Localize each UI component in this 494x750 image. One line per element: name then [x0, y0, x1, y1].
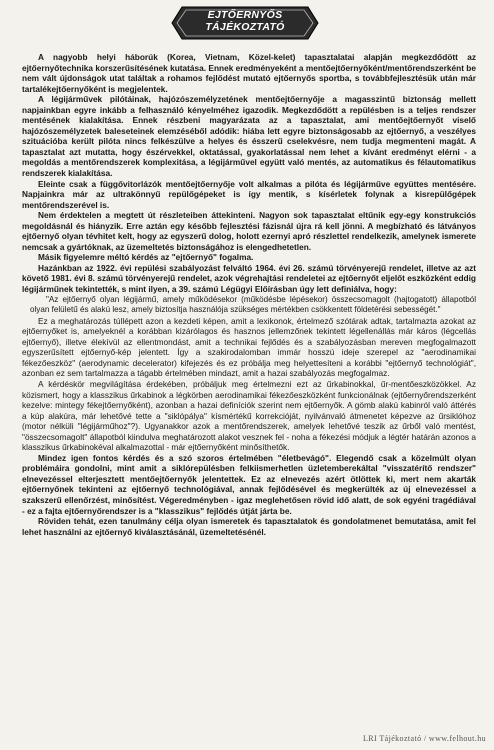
banner-title: [170, 9, 320, 33]
header: [0, 3, 494, 43]
paragraph: Eleinte csak a függővitorlázók mentőejtőernyője volt alkalmas a pilóta és légijárműve együttes mentésére. Napjainkra már az ultrakönnyű repülőgépeket is így mentik, s kísérletek folynak a kisrepülőgépek mentőrendszerével is.: [22, 178, 476, 210]
paragraph: A légijárművek pilótáinak, hajózószemélyzetének mentőejtőernyője a magasszintű biztonság mellett napjainkban egyre inkább a felhasználó kényelméhez igazodik. Megkezdődött a repülésben is a teljes rendszer mentésének kialakítása. Ennek részbeni magyarázata az a tapasztalat, ami mentőejtőernyőt viselő hajózószemélyzetek baleseteinek elemzéséből adódik: hiába lett egyre biztonságosabb az ejtőernyő, a veszélyes szituációba került pilóta nincs felkészülve a helyes és ésszerű cselekvésre, nem tudja megmenteni magát. A tapasztalat azt mutatta, hogy észérvekkel, oktatással, gyakorlatással nem lehet a kívánt eredményt elérni - a megoldás a mentőrendszerek komplexitása, a légijárművel együtt való mentés, az automatikus és félautomatikus rendszerek kialakítása.: [22, 94, 476, 179]
definition-quote: "Az ejtőernyő olyan légijármű, amely működésekor (működésbe lépésekor) összecsomagolt (hajtogatott) állapotból olyan felületű és alakú lesz, amely biztosítja használója szükséges mértékben csökkentett földetérési sebességét.": [30, 294, 476, 315]
paragraph: Másik figyelemre méltó kérdés az "ejtőernyő" fogalma.: [38, 252, 254, 263]
paragraph: Ez a meghatározás túllépett azon a kezdeti képen, amit a lexikonok, értelmező szótárak adtak, tartalmazta azokat az ejtőernyőket is, amelyeknél a korábban kizárólagos és hasznos jellemzőnek tekintett légellenállás már káros (légcellás ejtőernyő), illetve élekívül az ellentmondást, amit a technikai fejlődés és a szabályozásban mereven megfogalmazott egyszerűsített ejtőernyő-kép jelentett. Így a szakirodalomban immár hosszú ideje szerepel az "aerodinamikai fékezőeszköz" (aerodynamic decelerator) kifejezés és ez próbálja meg helyettesíteni a korábbi "ejtőernyő technológiát", azonban ez sem tartalmazza a tágabb értelmében mindazt, amit a hazai szabályozás megfogalmaz.: [22, 315, 476, 379]
section-banner: [170, 3, 320, 43]
paragraph: A kérdéskör megvilágítása érdekében, próbáljuk meg értelmezni ezt az űrkabinokkal, űr-mentőeszközökkel. Az közismert, hogy a klasszikus űrkabinok a légkörben aerodinamikai fékezőeszközként funkcionálnak (ejtőernyőrendszerként kezelve: mintegy fékejtőernyőként), azonban a hazai definíciók szerint nem ejtőernyők. A gömb alakú kabinról való áttérés a kúp alakúra, már lehetővé tette a "siklópálya" kísmértékű korrekcióját, nyilvánvaló átmenetet képezve az űrsiklóhoz (motor nélküli "légijárműhoz"?). Ugyanakkor azok a mentőrendszerek, amelyek lehetővé teszik az űrből való mentést, "összecsomagolt" állapotból kiindulva meghatározott alakot vesznek fel - noha a fékezési módjuk a légtér határán azonos a klasszikus űrkabinokéval alkalmazottal - már ejtőernyőként minősíthetők.: [22, 378, 476, 453]
paragraph: A nagyobb helyi háborúk (Korea, Vietnam, Közel-kelet) tapasztalatai alapján megkezdődött az ejtőernyőtechnika korszerűsítésének kutatása. Ennek eredményeként a mentőejtőernyőként/mentőrendszerként be nem vált újdonságok utat találtak a rohamos fejlődést mutató ejtőernyős sportba, s továbbfejlesztésük után már tartalékejtőernyőként is megjelentek.: [22, 52, 476, 94]
paragraph: Mindez igen fontos kérdés és a szó szoros értelmében "életbevágó". Elegendő csak a közelmúlt olyan problémáira gondolni, mint amit a siklórepülésben felkiismerhetlen üzletemberekáltal "visszatérítő rendszer" elnevezéssel elterjesztett mentőejtőernyők jelentettek. Ez az elnevezés azért ötlöttek ki, mert nem akarták ejtőernyőnek tekinteni az ejtőernyő technológiával, annak fejlődésével és megkerülték az új elnevezéssel a szakszerű ellenőrzést, minősítést. Végeredményben - igaz meglehetősen rövid idő alatt, de sok egyéni tragédiával - ez a fajta ejtőernyőrendszer is a "klasszikus" fejlődés útját járta be.: [22, 452, 476, 516]
paragraph: Hazánkban az 1922. évi repülési szabályozást felváltó 1964. évi 26. számú törvényerejű rendelet, illetve az azt követő 1981. évi 8. számú törvényerejű rendelet, azok végrehajtási rendeletei az ejtőernyőt eljelőt eszközként eddig légijárműnek tekintették, s mint ilyen, a 39. számú Légügyi Előírásban úgy lett definiálva, hogy:: [22, 262, 476, 295]
paragraph: Nem érdektelen a megtett út részleteiben áttekinteni. Nagyon sok tapasztalat eltűnik egy-egy konstrukciós megoldásnál és hiányzik. Erre aztán egy később fejlesztési fázisnál újra rá kell jönni. A megbízható és látványos ejtőernyő olyan tévhitet kelt, hogy az egyszerű dolog, holott ezernyi apró részlettel rendelkezik, amelynek ismerete nemcsak a gyártóknak, az üzemeltetés biztonságához is elengedhetetlen.: [22, 210, 476, 252]
page-footer: LRI Tájékoztató / www.felhout.hu: [363, 734, 486, 743]
paragraph: Röviden tehát, ezen tanulmány célja olyan ismeretek és tapasztalatok és gondolatmenet bemutatása, amit fel lehet használni az ejtőernyő kiválasztásánál, üzemeltetésénél.: [22, 516, 476, 537]
banner-line-2: TÁJÉKOZTATÓ: [205, 21, 285, 33]
article-body: [22, 52, 476, 537]
banner-line-1: EJTŐERNYŐS: [207, 9, 283, 21]
